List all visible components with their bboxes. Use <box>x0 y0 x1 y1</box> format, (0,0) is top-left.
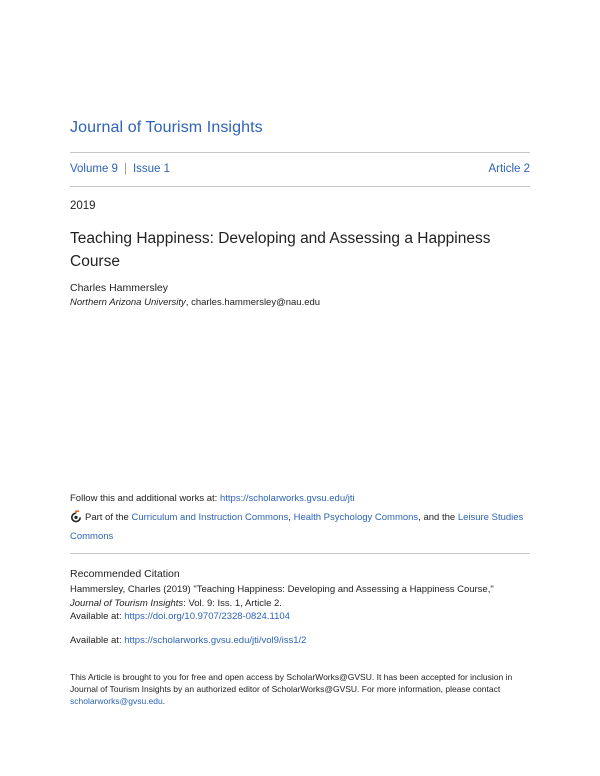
divider-meta <box>70 186 530 187</box>
open-access-icon <box>70 510 82 529</box>
divider-top <box>70 152 530 153</box>
curriculum-commons-link[interactable]: Curriculum and Instruction Commons <box>131 512 289 523</box>
citation-volume: : Vol. 9: Iss. 1, Article 2. <box>183 597 282 609</box>
leisure-studies-commons-link[interactable]: Leisure Studies Commons <box>70 512 524 542</box>
health-psychology-commons-link[interactable]: Health Psychology Commons <box>293 512 419 523</box>
article-url-link[interactable]: https://scholarworks.gvsu.edu/jti/vol9/iss1/2 <box>124 635 307 646</box>
part-of-sep1: , <box>288 512 294 523</box>
footer-notice <box>70 671 540 707</box>
doi-link[interactable]: https://doi.org/10.9707/2328-0824.1104 <box>124 611 290 622</box>
follow-line <box>70 493 355 504</box>
collection-link[interactable]: https://scholarworks.gvsu.edu/jti <box>219 493 355 504</box>
contact-email-link[interactable]: scholarworks@gvsu.edu <box>70 696 163 706</box>
divider-bottom <box>70 553 530 554</box>
part-of-prefix: Part of the <box>85 512 132 523</box>
author-affiliation: Northern Arizona University <box>70 297 186 308</box>
part-of-line <box>70 510 530 545</box>
journal-title-link[interactable]: Journal of Tourism Insights <box>70 119 263 136</box>
volume-link[interactable]: Volume 9 <box>70 163 118 175</box>
issue-link[interactable]: Issue 1 <box>132 163 171 175</box>
separator: | <box>123 163 127 175</box>
article-number-link[interactable]: Article 2 <box>488 163 530 175</box>
citation-line-2 <box>70 597 540 611</box>
footer-text: This Article is brought to you for free and open access by ScholarWorks@GVSU. It has been accepted for inclusion in Journal of Tourism Insights by an authorized editor of ScholarWorks@GVSU. For more information, please contact <box>70 672 513 694</box>
citation-line-3 <box>70 610 540 624</box>
author-email: charles.hammersley@nau.edu <box>191 297 321 308</box>
citation-available-prefix: Available at: <box>70 611 125 622</box>
available-prefix: Available at: <box>70 635 125 646</box>
part-of-sep2: , and the <box>418 512 458 523</box>
author-affiliation-line: Northern Arizona University, charles.hammersley@nau.edu <box>70 297 321 308</box>
footer-end: . <box>162 696 166 706</box>
recommended-citation-heading: Recommended Citation <box>70 568 180 580</box>
publication-year: 2019 <box>70 200 96 212</box>
citation-journal: Journal of Tourism Insights <box>70 597 184 609</box>
citation-line-1: Hammersley, Charles (2019) "Teaching Happiness: Developing and Assessing a Happiness Course," <box>70 584 494 595</box>
volume-issue-row <box>70 163 530 175</box>
article-title: Teaching Happiness: Developing and Assessing a Happiness Course <box>70 230 491 270</box>
follow-prefix: Follow this and additional works at: <box>70 493 220 504</box>
citation-block <box>70 583 540 624</box>
available-line <box>70 635 306 646</box>
author-name: Charles Hammersley <box>70 282 169 294</box>
